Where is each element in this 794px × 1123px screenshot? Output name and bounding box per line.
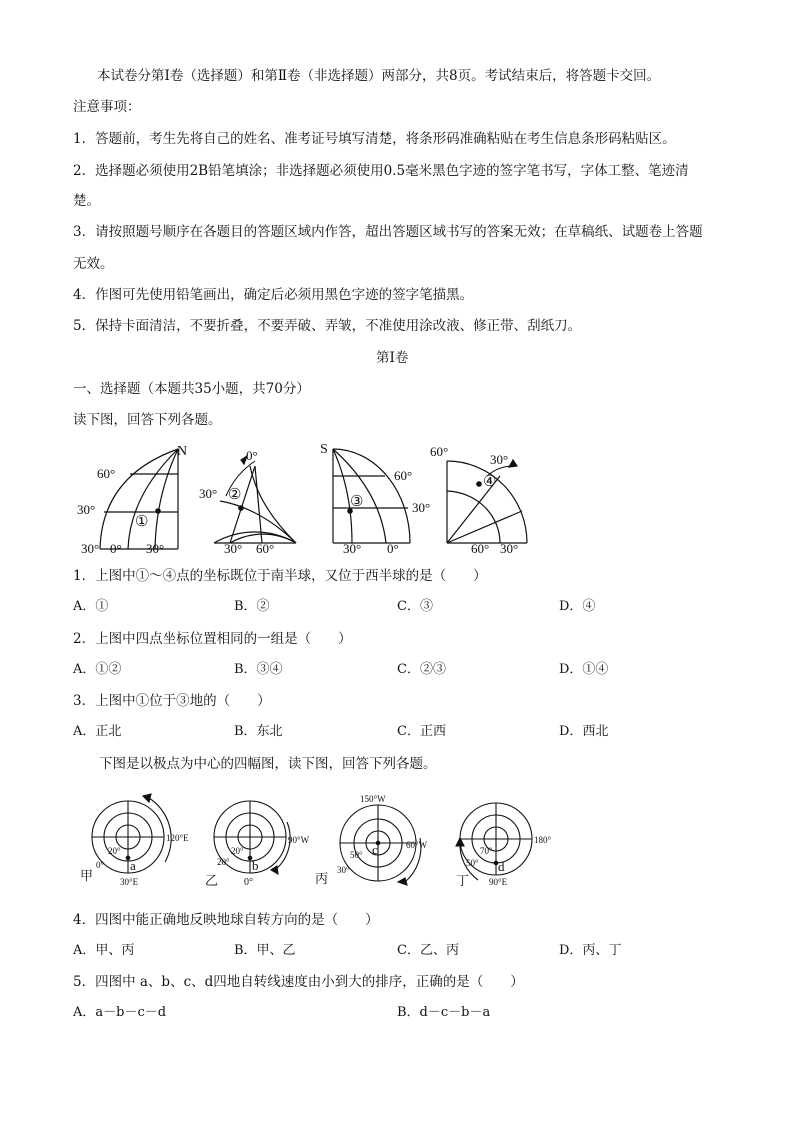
lat-label-60: 60° — [97, 466, 116, 481]
volume-title: 第Ⅰ卷 — [376, 350, 409, 366]
question-1-option-a[interactable]: A．① — [73, 599, 109, 614]
point-b: b — [252, 858, 259, 873]
lat-70-ding: 70° — [480, 846, 493, 856]
notice-title: 注意事项： — [73, 99, 141, 115]
question-5-option-a[interactable]: A．a－b－c－d — [73, 1005, 167, 1020]
lon-label-0: 0° — [110, 541, 122, 556]
arrow-yi — [271, 866, 278, 874]
question-1-option-c[interactable]: C．③ — [397, 599, 433, 614]
lat-label-30: 30° — [77, 502, 96, 517]
question-3-option-a[interactable]: A．正北 — [73, 724, 122, 739]
notice-item: 无效。 — [73, 256, 114, 272]
lon-60w-bing: 60°W — [406, 840, 428, 850]
arrow-bing — [398, 878, 407, 885]
question-2-stem: 2．上图中四点坐标位置相同的一组是（ ） — [73, 631, 352, 647]
question-4-option-c[interactable]: C．乙、丙 — [397, 943, 459, 958]
question-3-option-c[interactable]: C．正西 — [397, 724, 446, 739]
lon-150w-bing: 150°W — [360, 794, 386, 804]
lon-120e-jia: 120°E — [166, 833, 189, 843]
south-pole-label: S — [320, 442, 328, 457]
point-4-marker: ④ — [483, 474, 497, 490]
lat-20-yi: 20° — [231, 846, 244, 856]
question-3-stem: 3．上图中①位于③地的（ ） — [73, 693, 271, 709]
lon-label-0-p3: 0° — [387, 541, 399, 556]
read-prompt: 读下图，回答下列各题。 — [73, 412, 222, 428]
point-3-marker: ③ — [350, 494, 364, 510]
lon-label-30-p4: 30° — [500, 541, 519, 556]
point-c: c — [372, 842, 378, 857]
question-2-option-b[interactable]: B．③④ — [234, 662, 283, 677]
question-4-stem: 4．四图中能正确地反映地球自转方向的是（ ） — [73, 912, 379, 928]
point-2-marker: ② — [228, 487, 242, 503]
lon-label-30-p3: 30° — [343, 541, 362, 556]
lat-label-30-p4: 30° — [490, 452, 509, 467]
lon-30e-jia: 30°E — [120, 877, 139, 887]
question-4-option-a[interactable]: A．甲、丙 — [73, 943, 135, 958]
lat-20-jia: 20° — [108, 846, 121, 856]
exam-intro: 本试卷分第Ⅰ卷（选择题）和第Ⅱ卷（非选择题）两部分，共8页。考试结束后，将答题卡交回。 — [97, 68, 661, 84]
lon-180-ding: 180° — [534, 835, 552, 845]
lon-90w-yi: 90°W — [288, 835, 310, 845]
question-1-option-b[interactable]: B．② — [234, 599, 270, 614]
point-a: a — [130, 858, 136, 873]
north-pole-label: N — [177, 444, 188, 459]
lon-0-yi: 0° — [244, 877, 253, 888]
notice-item: 2．选择题必须使用2B铅笔填涂；非选择题必须使用0.5毫米黑色字迹的签字笔书写，字体工整、笔迹清 — [73, 163, 689, 179]
lon-90e-ding: 90°E — [489, 877, 508, 887]
notice-item: 楚。 — [73, 193, 100, 209]
grid-panel-1 — [100, 449, 178, 549]
arrow-jia — [143, 794, 151, 802]
polar-view-ding — [460, 803, 532, 880]
question-4-option-b[interactable]: B．甲、乙 — [234, 943, 296, 958]
lat-label-30-p3: 30° — [412, 500, 431, 515]
section-title: 一、选择题（本题共35小题，共70分） — [73, 381, 310, 397]
label-bing: 丙 — [315, 871, 329, 886]
notice-item: 5．保持卡面清洁，不要折叠，不要弄破、弄皱，不准使用涂改液、修正带、刮纸刀。 — [73, 318, 582, 334]
question-5-option-b[interactable]: B．d－c－b－a — [397, 1005, 491, 1020]
notice-item: 4．作图可先使用铅笔画出，确定后必须用黑色字迹的签字笔描黑。 — [73, 287, 474, 303]
question-3-option-b[interactable]: B．东北 — [234, 724, 283, 739]
lat-20b-yi: 20° — [217, 857, 230, 867]
grid-panel-2 — [214, 461, 296, 543]
lon-label-30e: 30° — [146, 541, 165, 556]
figure-polar-views — [0, 790, 794, 900]
notice-item: 3．请按照题号顺序在各题目的答题区域内作答，超出答题区域书写的答案无效；在草稿纸、试题卷上答题 — [73, 224, 703, 240]
lat-label-60-p4: 60° — [430, 444, 449, 459]
lon-label-0-p2: 0° — [246, 448, 258, 463]
question-2-option-c[interactable]: C．②③ — [397, 662, 446, 677]
lat-30-bing: 30° — [337, 865, 350, 875]
lat-label-60-p3: 60° — [394, 468, 413, 483]
label-ding: 丁 — [456, 873, 470, 888]
point-d: d — [498, 859, 505, 874]
question-4-option-d[interactable]: D．丙、丁 — [559, 943, 622, 958]
read-prompt-2: 下图是以极点为中心的四幅图，读下图，回答下列各题。 — [99, 756, 437, 772]
lon-label-60-p2: 60° — [256, 541, 275, 556]
lon-label-30w: 30° — [81, 541, 100, 556]
question-1-stem: 1．上图中①～④点的坐标既位于南半球，又位于西半球的是（ ） — [73, 568, 487, 584]
figure-coordinate-grids — [0, 436, 794, 566]
lon-0-jia: 0° — [96, 860, 105, 870]
lat-label-30-p2: 30° — [199, 486, 218, 501]
lat-50-bing: 50° — [350, 850, 363, 860]
point-1-marker: ① — [135, 514, 149, 530]
question-3-option-d[interactable]: D．西北 — [559, 724, 609, 739]
rotation-arrow-head-p4 — [509, 460, 517, 467]
lat-50-ding: 50° — [466, 858, 479, 868]
lon-label-60-p4: 60° — [471, 541, 490, 556]
notice-item: 1．答题前，考生先将自己的姓名、准考证号填写清楚，将条形码准确粘贴在考生信息条形码粘贴区。 — [73, 131, 676, 147]
grid-panel-3 — [333, 449, 413, 543]
lon-label-30-p2: 30° — [224, 541, 243, 556]
label-yi: 乙 — [205, 873, 219, 888]
question-2-option-a[interactable]: A．①② — [73, 662, 122, 677]
question-2-option-d[interactable]: D．①④ — [559, 662, 609, 677]
question-1-option-d[interactable]: D．④ — [559, 599, 596, 614]
label-jia: 甲 — [80, 868, 94, 883]
question-5-stem: 5．四图中 a、b、c、d四地自转线速度由小到大的排序，正确的是（ ） — [73, 974, 524, 990]
